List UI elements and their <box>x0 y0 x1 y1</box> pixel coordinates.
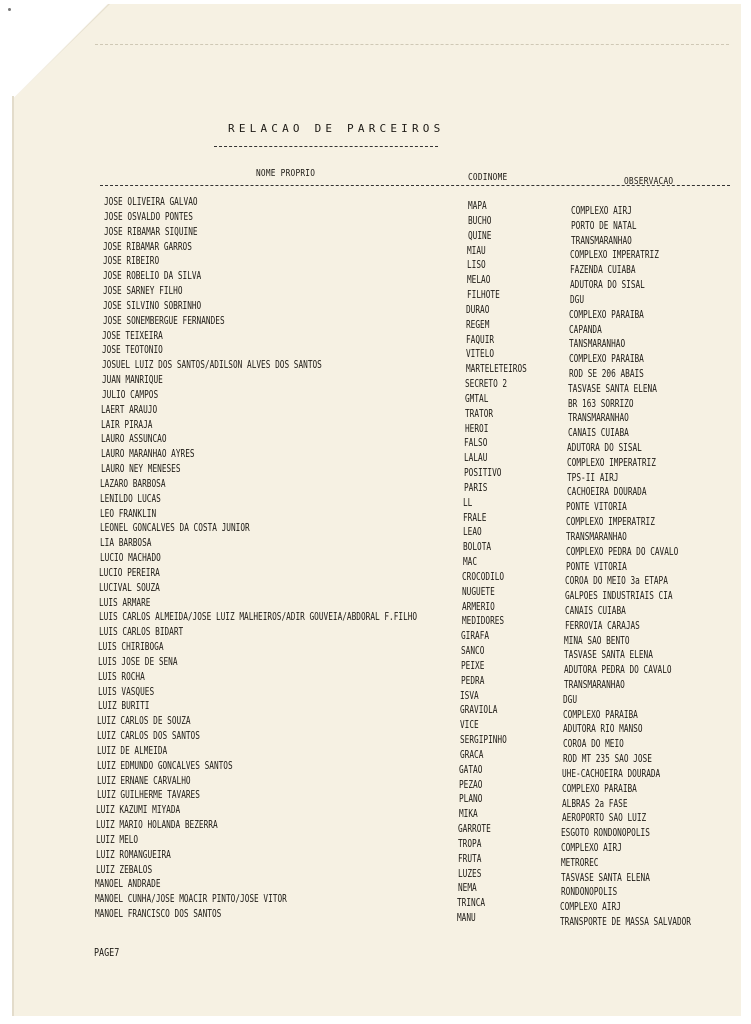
partner-observation: COMPLEXO PARAIBA <box>568 353 644 366</box>
partner-observation: TRANSMARANHAO <box>566 530 627 543</box>
partner-name: LUIZ KAZUMI MIYADA <box>96 804 181 817</box>
partner-name: LUCIO PEREIRA <box>99 566 161 579</box>
partner-codename: GIRAFA <box>461 630 490 643</box>
partner-name: JOSE TEOTONIO <box>102 344 163 357</box>
partner-codename: GMTAL <box>465 392 489 405</box>
partner-name: LAZARO BARBOSA <box>100 477 166 490</box>
partner-codename: PARIS <box>463 481 487 494</box>
partner-name: JOSE OLIVEIRA GALVAO <box>104 196 198 208</box>
header-name: NOME PROPRIO <box>256 168 316 179</box>
partner-observation: TASVASE SANTA ELENA <box>560 871 650 884</box>
partner-name: JOSE SARNEY FILHO <box>102 285 183 297</box>
partner-name: LAURO NEY MENESES <box>100 463 181 475</box>
partner-observation: ROD SE 206 ABAIS <box>568 367 644 380</box>
partner-observation: PONTE VITORIA <box>566 501 628 514</box>
partner-codename: SERGIPINHO <box>459 734 507 746</box>
partner-observation: ALBRAS 2a FASE <box>561 797 628 810</box>
partner-observation: PONTE VITORIA <box>565 560 627 573</box>
partner-observation: MINA SAO BENTO <box>564 634 630 647</box>
header-codename: CODINOME <box>468 172 508 183</box>
partner-codename: MARTELETEIROS <box>465 363 527 376</box>
partner-observation: COMPLEXO PARAIBA <box>563 708 639 721</box>
partner-name: LAIR PIRAJA <box>101 418 153 431</box>
partner-observation: TRANSMARANHAO <box>563 679 625 691</box>
partner-observation: COMPLEXO IMPERATRIZ <box>567 456 656 469</box>
partner-codename: TROPA <box>458 837 482 850</box>
partner-codename: TRATOR <box>464 407 493 420</box>
partner-observation: CANAIS CUIABA <box>564 604 626 617</box>
partner-name: LUIS ARMARE <box>98 596 151 609</box>
partner-codename: SECRETO 2 <box>465 378 508 390</box>
partner-observation: TASVASE SANTA ELENA <box>564 649 653 662</box>
partner-observation: TASVASE SANTA ELENA <box>568 382 658 395</box>
partner-name: JOSE TEIXEIRA <box>102 329 164 342</box>
partner-name: LAURO MARANHAO AYRES <box>100 448 195 461</box>
partner-codename: BUCHO <box>467 214 492 227</box>
partner-codename: VITELO <box>465 348 494 361</box>
partner-observation: UHE-CACHOEIRA DOURADA <box>562 767 661 780</box>
document-title: RELACAO DE PARCEIROS <box>228 122 445 135</box>
partner-observation: CAPANDA <box>569 323 602 336</box>
partner-name: LUIZ CARLOS DE SOUZA <box>97 715 191 728</box>
partner-name: JUAN MANRIQUE <box>101 374 163 386</box>
partner-observation: METROREC <box>560 856 599 869</box>
partner-codename: DURAO <box>466 303 490 316</box>
partner-codename: GRAVIOLA <box>460 704 498 717</box>
partner-observation: COMPLEXO IMPERATRIZ <box>566 516 656 529</box>
partner-codename: HEROI <box>464 422 488 435</box>
partner-observation: FAZENDA CUIABA <box>570 264 636 277</box>
partner-name: LEO FRANKLIN <box>100 507 157 520</box>
partner-name: LUCIO MACHADO <box>99 552 161 564</box>
partner-codename: POSITIVO <box>463 467 502 479</box>
partner-observation: TPS-II AIRJ <box>566 471 619 484</box>
partner-name: LUIS JOSE DE SENA <box>98 655 178 668</box>
partner-observation: TANSMARANHAO <box>568 338 626 351</box>
partner-codename: MIKA <box>458 808 478 821</box>
partner-codename: LEAO <box>463 526 482 539</box>
partner-observation: ADUTORA PEDRA DO CAVALO <box>563 664 672 677</box>
partner-name: LUIZ ROMANGUEIRA <box>95 848 171 861</box>
partner-observation: COMPLEXO PARAIBA <box>569 308 645 321</box>
partner-name: JOSE RIBEIRO <box>103 255 160 268</box>
partner-name: LAERT ARAUJO <box>101 403 158 416</box>
partner-observation: FERROVIA CARAJAS <box>564 619 640 632</box>
partner-name: JOSE SONEMBERGUE FERNANDES <box>102 314 225 327</box>
partner-codename: ISVA <box>460 689 480 702</box>
partner-observation: TRANSMARANHAO <box>567 412 629 425</box>
partner-codename: CROCODILO <box>462 570 505 583</box>
partner-codename: FRALE <box>463 511 487 524</box>
partner-observation: COMPLEXO AIRJ <box>571 205 632 217</box>
partner-codename: FILHOTE <box>466 289 500 301</box>
partner-name: LENILDO LUCAS <box>100 492 162 505</box>
partner-codename: REGEM <box>466 318 490 331</box>
partner-observation: COMPLEXO AIRJ <box>561 841 622 854</box>
partner-name: JOSUEL LUIZ DOS SANTOS/ADILSON ALVES DOS SANTOS <box>101 359 322 372</box>
partner-observation: COROA DO MEIO 3a ETAPA <box>565 575 669 588</box>
partner-codename: ARMERIO <box>461 600 495 613</box>
partner-observation: COMPLEXO AIRJ <box>560 901 622 914</box>
partner-observation: RONDONOPOLIS <box>560 886 617 899</box>
partner-name: JULIO CAMPOS <box>101 388 158 401</box>
partner-name: JOSE SILVINO SOBRINHO <box>102 299 201 312</box>
partner-observation: PORTO DE NATAL <box>570 219 637 232</box>
partner-name: LUIZ BURITI <box>97 700 150 713</box>
partner-codename: LALAU <box>464 452 488 465</box>
partner-name: LUIZ EDMUNDO GONCALVES SANTOS <box>96 759 233 772</box>
partner-codename: LUZES <box>457 867 482 880</box>
partner-name: LIA BARBOSA <box>99 537 152 550</box>
partner-name: LUIZ GUILHERME TAVARES <box>96 789 200 802</box>
partner-observation: DGU <box>569 293 584 306</box>
partner-codename: NEMA <box>457 882 477 895</box>
partner-codename: MIAU <box>467 244 487 257</box>
partner-name: LUIZ MARIO HOLANDA BEZERRA <box>96 819 218 831</box>
partner-observation: TRANSMARANHAO <box>570 234 632 247</box>
partner-codename: FALSO <box>464 437 488 450</box>
header-observation: OBSERVACAO <box>624 176 674 187</box>
partner-codename: QUINE <box>467 229 491 242</box>
partner-codename: MELAO <box>466 274 491 287</box>
partner-codename: GRACA <box>459 748 483 761</box>
partner-codename: MANU <box>457 912 476 924</box>
partner-observation: ADUTORA DO SISAL <box>567 442 643 454</box>
partner-observation: ADUTORA DO SISAL <box>569 279 645 292</box>
partner-codename: NUGUETE <box>462 585 495 598</box>
partner-name: JOSE OSVALDO PONTES <box>103 210 193 223</box>
partner-codename: GATAO <box>459 763 483 776</box>
partner-observation: COROA DO MEIO <box>562 738 624 751</box>
partner-codename: FRUTA <box>457 852 482 865</box>
partner-observation: ADUTORA RIO MANSO <box>563 723 643 736</box>
partner-name: LUIS CHIRIBOGA <box>98 641 164 653</box>
partner-observation: GALPOES INDUSTRIAIS CIA <box>565 590 673 603</box>
partner-codename: TRINCA <box>457 897 486 910</box>
partner-name: LUIS CARLOS BIDART <box>98 626 183 639</box>
partner-codename: PEDRA <box>460 674 485 687</box>
partner-codename: MEDIDORES <box>461 615 504 628</box>
page-number: PAGE7 <box>94 947 120 959</box>
partner-observation: ESGOTO RONDONOPOLIS <box>561 827 651 840</box>
partner-name: LEONEL GONCALVES DA COSTA JUNIOR <box>99 522 250 535</box>
partner-codename: LL <box>463 496 473 509</box>
partner-name: LUIS VASQUES <box>97 685 154 698</box>
partner-observation: DGU <box>563 693 578 706</box>
partner-observation: AEROPORTO SAO LUIZ <box>561 812 646 825</box>
partner-name: MANOEL ANDRADE <box>95 878 161 891</box>
partner-name: MANOEL FRANCISCO DOS SANTOS <box>95 908 222 920</box>
partner-codename: LISO <box>467 259 486 272</box>
partner-observation: CANAIS CUIABA <box>567 427 629 440</box>
partner-name: LUCIVAL SOUZA <box>99 581 160 594</box>
partner-codename: VICE <box>460 719 479 732</box>
partner-name: JOSE RIBAMAR GARROS <box>103 240 193 253</box>
partner-codename: FAQUIR <box>465 333 494 346</box>
partner-codename: PLANO <box>458 793 483 806</box>
partner-name: LUIZ DE ALMEIDA <box>97 744 168 757</box>
partner-codename: BOLOTA <box>462 541 491 554</box>
partner-name: LAURO ASSUNCAO <box>101 433 167 446</box>
partner-name: LUIZ ERNANE CARVALHO <box>96 774 191 787</box>
partner-observation: ROD MT 235 SAO JOSE <box>562 753 652 766</box>
partner-codename: MAPA <box>468 200 487 212</box>
partner-name: LUIZ CARLOS DOS SANTOS <box>97 730 201 742</box>
partner-codename: PEIXE <box>460 659 485 672</box>
partner-codename: MAC <box>462 556 477 568</box>
partner-observation: TRANSPORTE DE MASSA SALVADOR <box>560 916 691 928</box>
partner-codename: SANCO <box>461 645 485 657</box>
partner-name: LUIZ MELO <box>95 833 139 846</box>
partner-codename: GARROTE <box>458 823 492 835</box>
partner-name: LUIS CARLOS ALMEIDA/JOSE LUIZ MALHEIROS/ADIR GOUVEIA/ABDORAL F.FILHO <box>98 611 417 624</box>
partner-observation: COMPLEXO PEDRA DO CAVALO <box>565 545 678 558</box>
partner-name: JOSE ROBELIO DA SILVA <box>103 270 202 283</box>
partner-observation: COMPLEXO PARAIBA <box>562 782 637 795</box>
partner-observation: CACHOEIRA DOURADA <box>566 486 647 499</box>
partner-name: LUIS ROCHA <box>98 670 145 683</box>
partner-observation: BR 163 SORRIZO <box>568 397 634 410</box>
partner-observation: COMPLEXO IMPERATRIZ <box>570 249 660 262</box>
partner-name: LUIZ ZEBALOS <box>95 863 152 876</box>
partner-codename: PEZAO <box>459 778 483 791</box>
partner-name: JOSE RIBAMAR SIQUINE <box>103 225 198 238</box>
partner-name: MANOEL CUNHA/JOSE MOACIR PINTO/JOSE VITOR <box>95 893 287 906</box>
